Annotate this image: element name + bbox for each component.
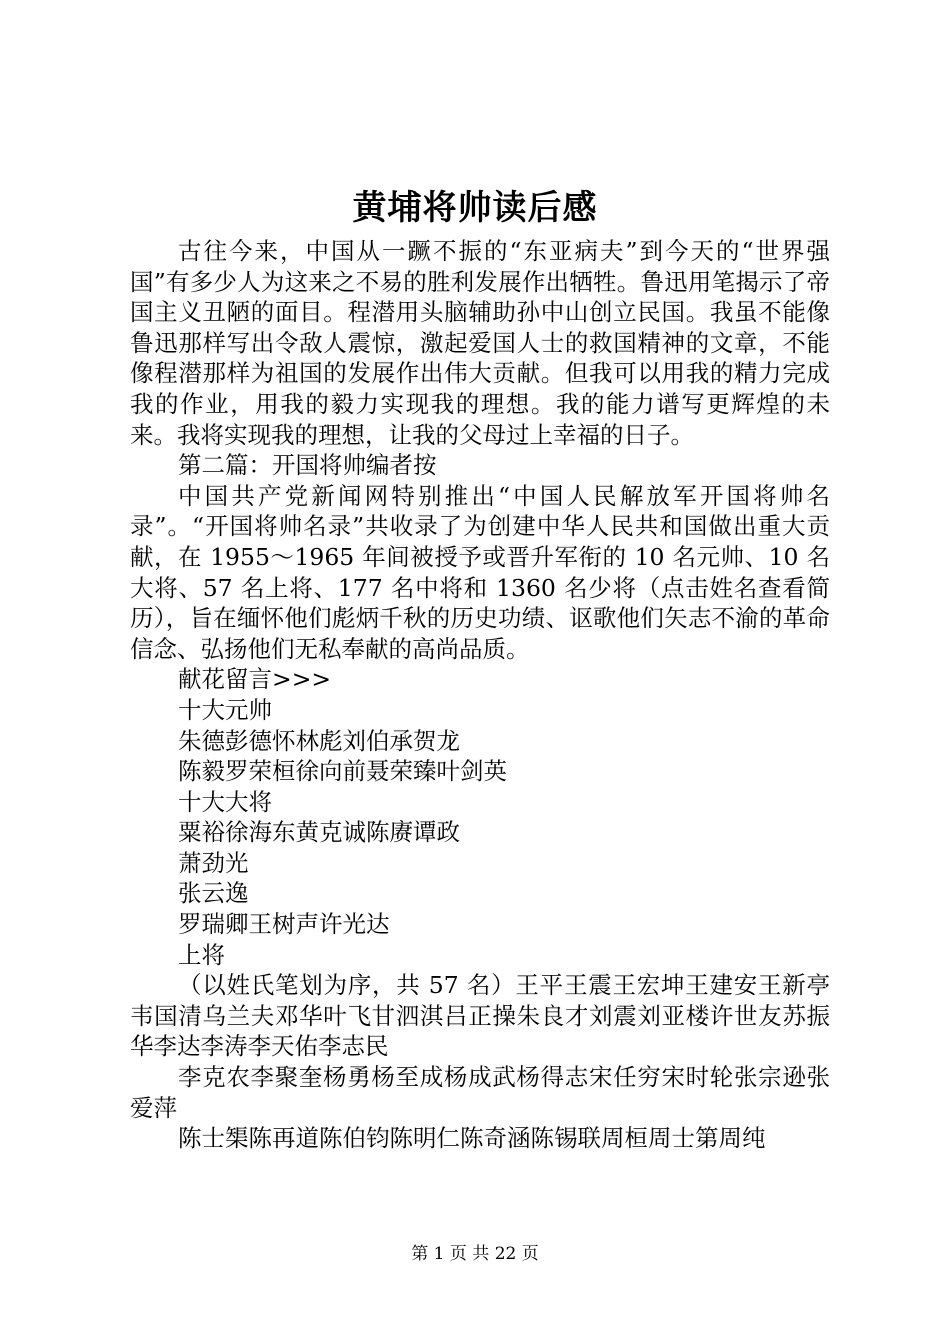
generals-list-4: 罗瑞卿王树声许光达 [178, 910, 390, 939]
document-title: 黄埔将帅读后感 [352, 188, 598, 228]
generals-list-1: 粟裕徐海东黄克诚陈赓谭政 [178, 818, 460, 847]
generals-heading: 十大大将 [178, 787, 272, 816]
senior-generals-list-1: （以姓氏笔划为序，共 57 名）王平王震王宏坤王建安王新亭韦国清乌兰夫邓华叶飞甘泗淇吕正操朱良才刘震刘亚楼许世友苏振华李达李涛李天佑李志民 [130, 971, 830, 1061]
marshals-list-2: 陈毅罗荣桓徐向前聂荣臻叶剑英 [178, 757, 507, 786]
marshals-list-1: 朱德彭德怀林彪刘伯承贺龙 [178, 726, 460, 755]
generals-list-3: 张云逸 [178, 879, 249, 908]
paragraph-editor-note: 中国共产党新闻网特别推出“中国人民解放军开国将帅名录”。“开国将帅名录”共收录了为创建中华人民共和国做出重大贡献，在 1955～1965 年间被授予或晋升军衔的 10 名元帅、10 名大将、57 名上将、177 名中将和 1360 名少将（点击姓名查看简历），旨在缅怀他们彪炳千秋的历史功绩、讴歌他们矢志不渝的革命信念、弘扬他们无私奉献的高尚品质。 [130, 481, 830, 663]
generals-list-2: 萧劲光 [178, 848, 249, 877]
document-body [130, 236, 830, 1154]
paragraph-intro: 古往今来，中国从一蹶不振的“东亚病夫”到今天的“世界强国”有多少人为这来之不易的胜利发展作出牺牲。鲁迅用笔揭示了帝国主义丑陋的面目。程潜用头脑辅助孙中山创立民国。我虽不能像鲁迅那样写出令敌人震惊，激起爱国人士的救国精神的文章，不能像程潜那样为祖国的发展作出伟大贡献。但我可以用我的精力完成我的作业，用我的毅力实现我的理想。我的能力谱写更辉煌的未来。我将实现我的理想，让我的父母过上幸福的日子。 [130, 237, 830, 449]
page-number-footer: 第 1 页 共 22 页 [411, 1244, 539, 1264]
senior-generals-list-2: 李克农李聚奎杨勇杨至成杨成武杨得志宋任穷宋时轮张宗逊张爱萍 [130, 1063, 830, 1122]
marshals-heading: 十大元帅 [178, 695, 272, 724]
senior-generals-heading: 上将 [178, 940, 225, 969]
senior-generals-list-3: 陈士榘陈再道陈伯钧陈明仁陈奇涵陈锡联周桓周士第周纯 [178, 1124, 766, 1153]
flower-message-link[interactable]: 献花留言>>> [178, 665, 332, 694]
section-heading: 第二篇：开国将帅编者按 [178, 451, 437, 480]
